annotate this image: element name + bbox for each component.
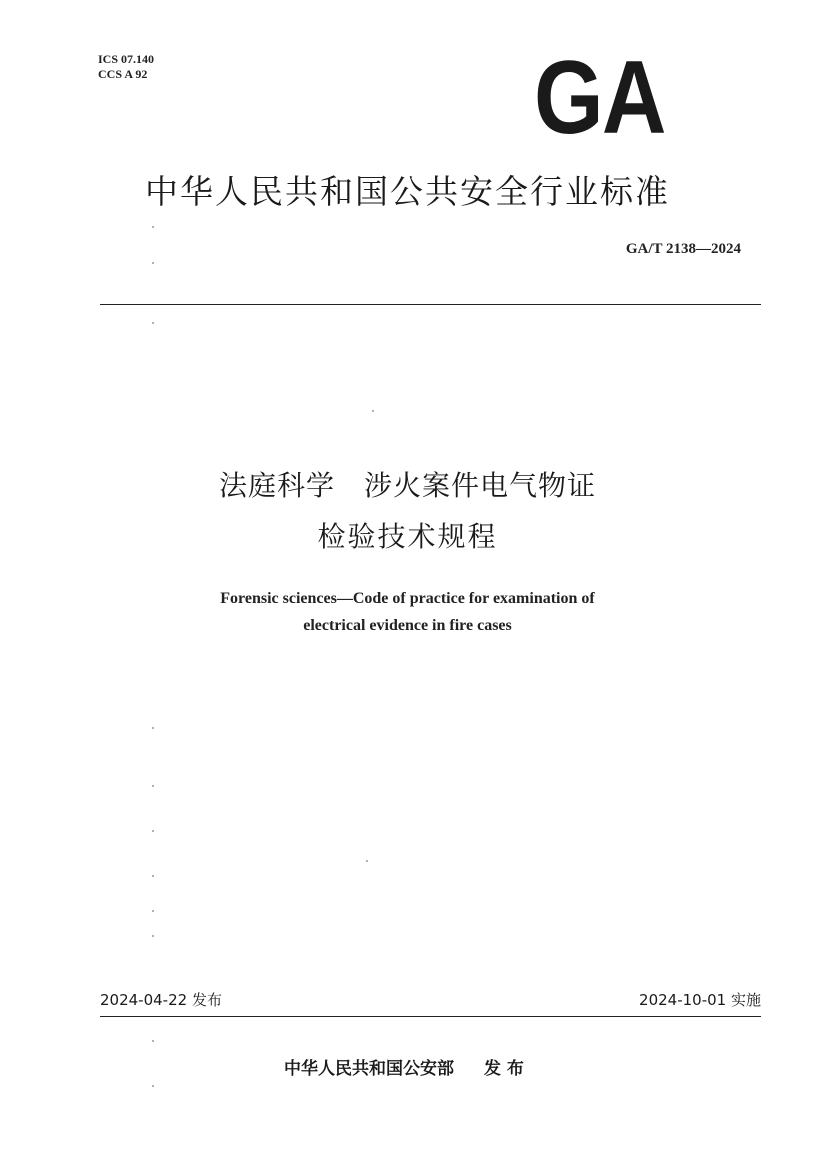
scan-speck: [366, 860, 368, 862]
publisher-name: 中华人民共和国公安部: [284, 1059, 454, 1079]
standard-number: GA/T 2138—2024: [625, 241, 741, 257]
ccs-code: CCS A 92: [98, 67, 148, 81]
scan-speck: [152, 875, 154, 877]
publisher-line: [284, 1058, 524, 1080]
classification-codes: [98, 52, 154, 82]
scan-speck: [152, 322, 154, 324]
ics-code: ICS 07.140: [98, 52, 155, 66]
scan-speck: [152, 1040, 154, 1042]
scan-speck: [152, 910, 154, 912]
chinese-title-line-2: 检验技术规程: [317, 520, 498, 553]
scan-speck: [152, 935, 154, 937]
scan-speck: [152, 226, 154, 228]
scan-speck: [372, 410, 374, 412]
issue-date: 2024-04-22 发布: [100, 991, 222, 1009]
scan-speck: [152, 727, 154, 729]
bottom-divider: [100, 1016, 761, 1017]
scan-speck: [152, 785, 154, 787]
scan-speck: [152, 262, 154, 264]
top-divider: [100, 304, 761, 305]
english-title-line-1: Forensic sciences—Code of practice for examination of: [220, 590, 595, 607]
scan-speck: [152, 1085, 154, 1087]
scan-speck: [152, 830, 154, 832]
standard-type-title: 中华人民共和国公共安全行业标准: [145, 172, 670, 211]
chinese-title-line-1: 法庭科学 涉火案件电气物证: [218, 469, 596, 502]
implementation-date: 2024-10-01 实施: [639, 991, 761, 1009]
ga-logo: GA: [534, 40, 665, 156]
english-title-line-2: electrical evidence in fire cases: [303, 617, 512, 634]
publish-label: 发 布: [484, 1059, 524, 1079]
